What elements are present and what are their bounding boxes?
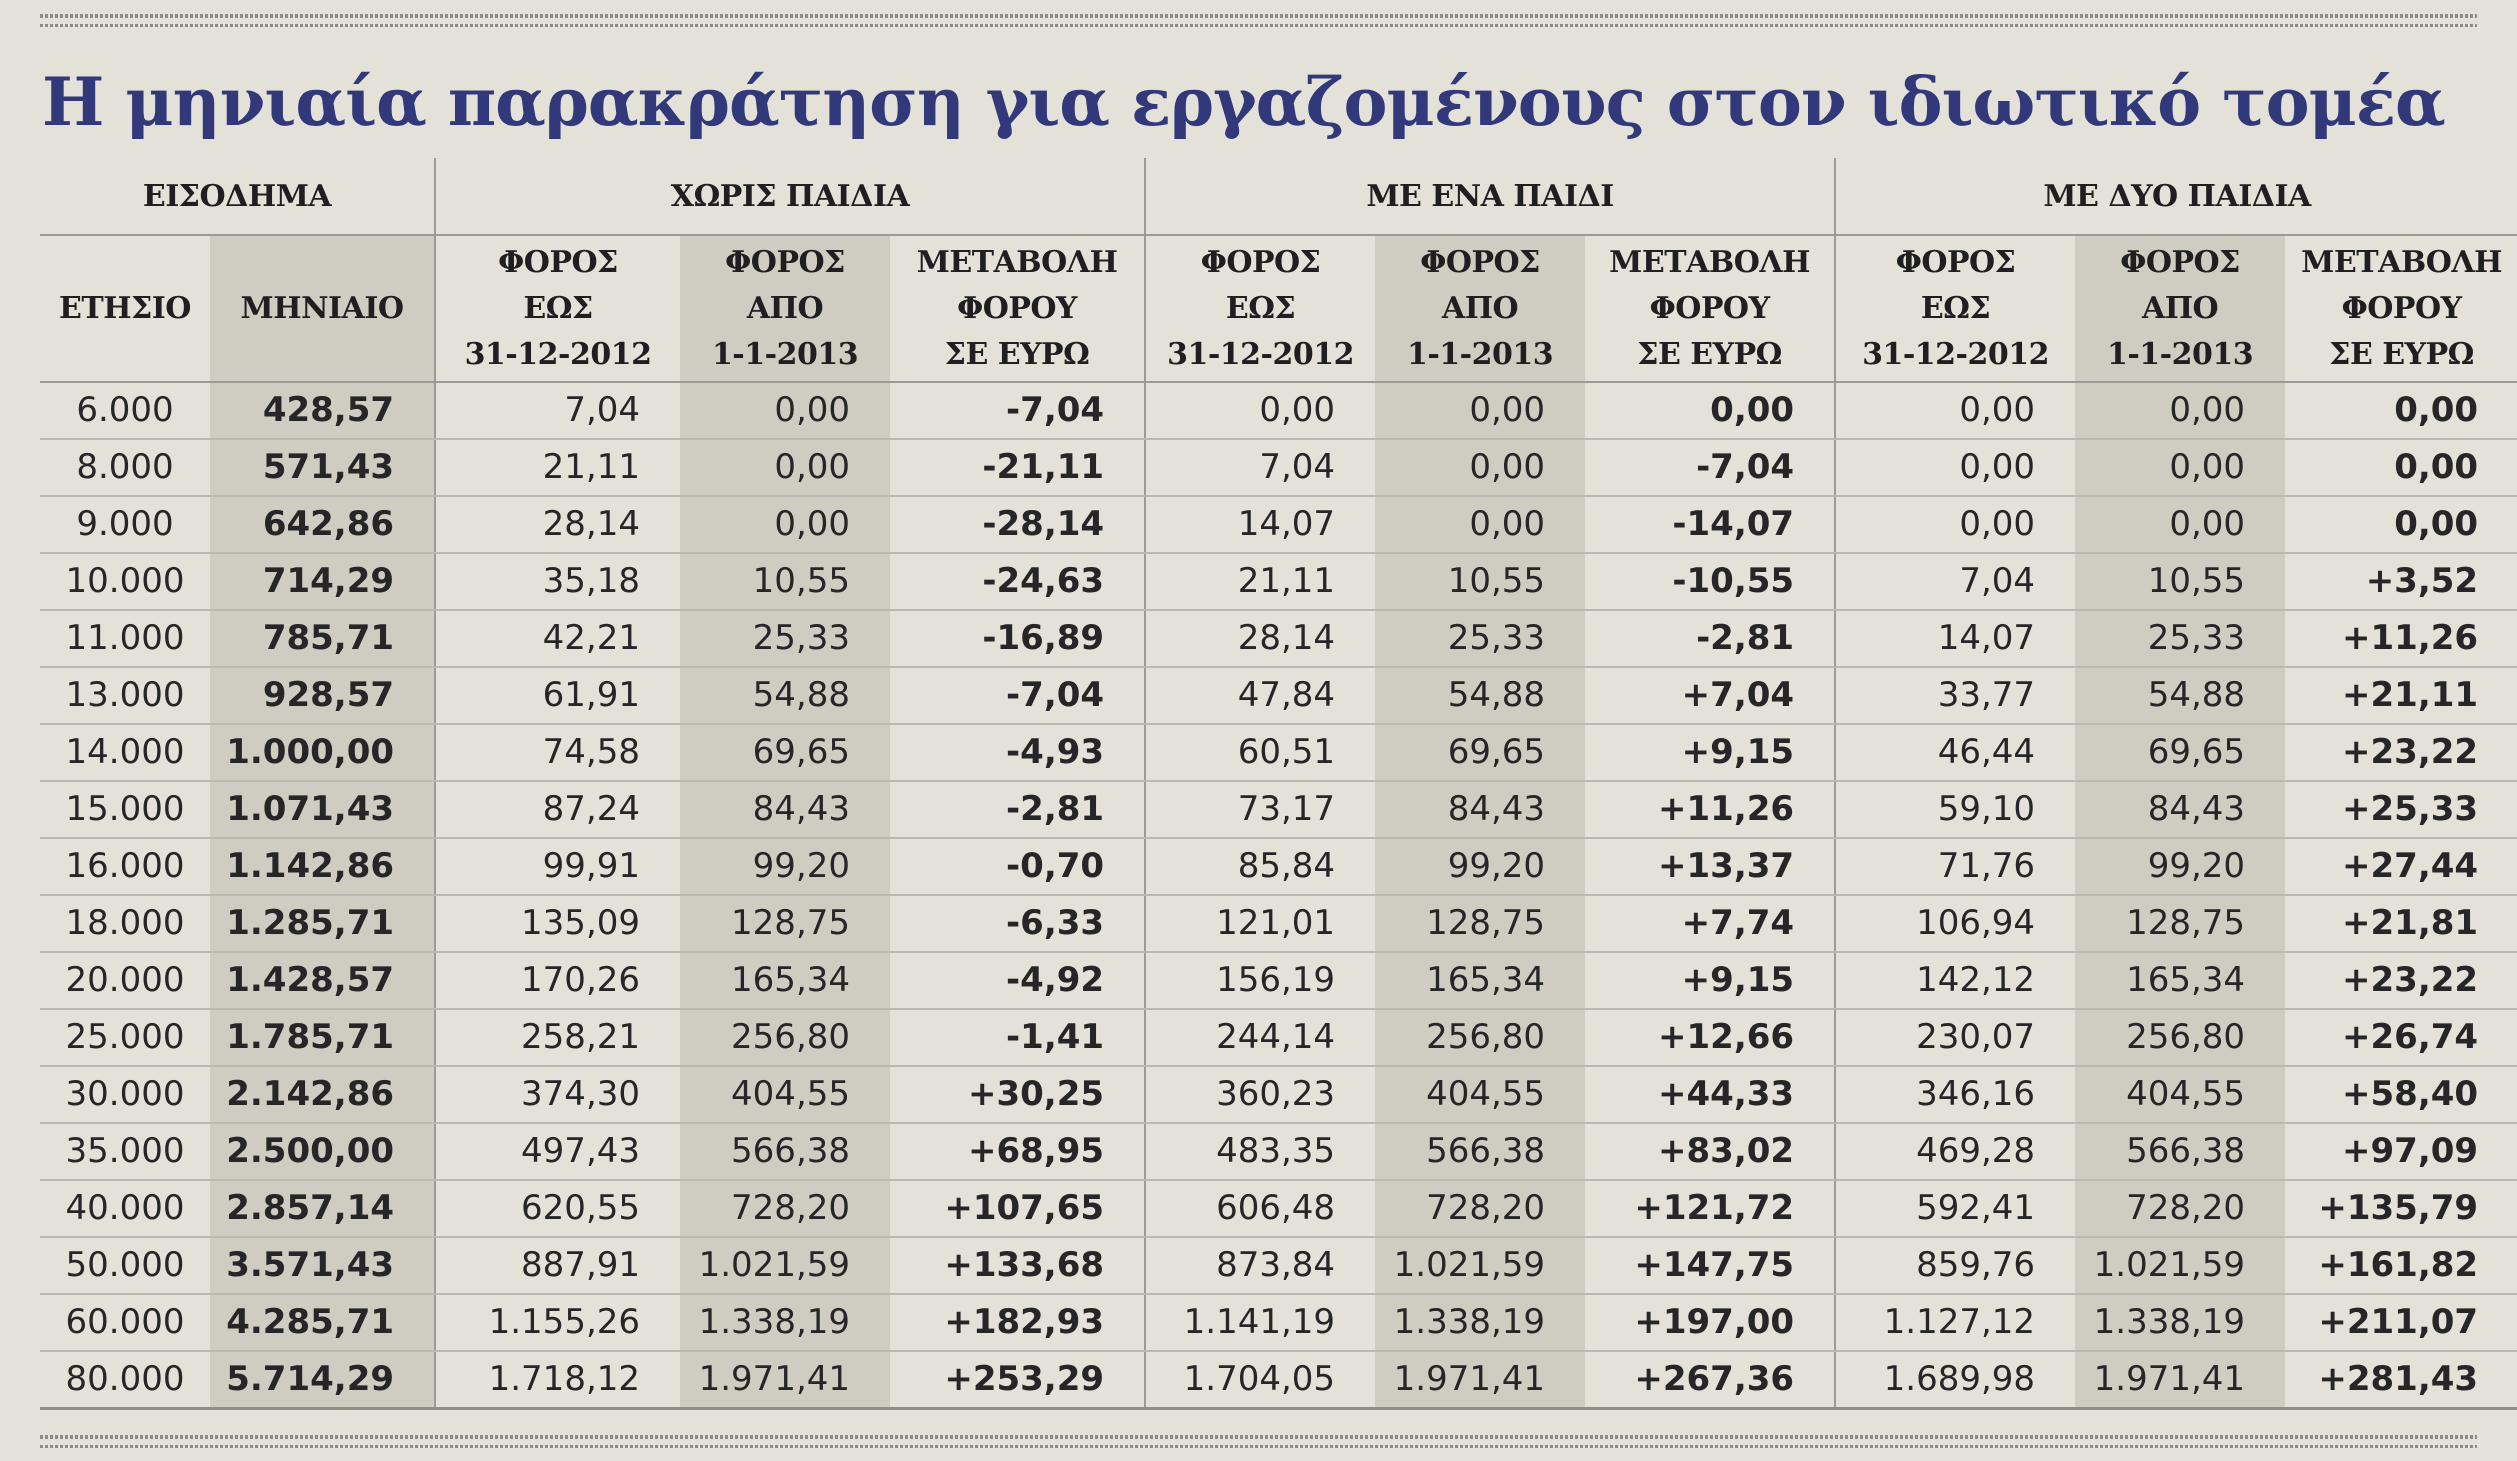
- table-row: [40, 1294, 2517, 1351]
- table-cell: 1.155,26: [435, 1294, 680, 1351]
- table-cell: +147,75: [1585, 1237, 1835, 1294]
- table-row: [40, 1009, 2517, 1066]
- table-cell: 60,51: [1145, 724, 1375, 781]
- column-header-line: ΑΠΟ: [1441, 290, 1519, 326]
- column-header-line: ΑΠΟ: [746, 290, 824, 326]
- table-cell: 10,55: [680, 553, 890, 610]
- table-cell: 1.127,12: [1835, 1294, 2075, 1351]
- table-cell: 7,04: [435, 382, 680, 439]
- group-header-two-children: ΜΕ ΔΥΟ ΠΑΙΔΙΑ: [1835, 158, 2517, 235]
- table-cell: +26,74: [2285, 1009, 2517, 1066]
- table-cell: 0,00: [1145, 382, 1375, 439]
- table-cell: +44,33: [1585, 1066, 1835, 1123]
- annual-income-cell: 40.000: [40, 1180, 210, 1237]
- table-cell: 84,43: [2075, 781, 2285, 838]
- table-cell: 497,43: [435, 1123, 680, 1180]
- table-cell: 483,35: [1145, 1123, 1375, 1180]
- table-cell: 0,00: [1835, 496, 2075, 553]
- table-cell: -7,04: [1585, 439, 1835, 496]
- table-cell: -28,14: [890, 496, 1145, 553]
- column-header: [210, 235, 435, 382]
- table-cell: 69,65: [2075, 724, 2285, 781]
- monthly-income-cell: 1.428,57: [210, 952, 435, 1009]
- table-cell: 374,30: [435, 1066, 680, 1123]
- table-row: [40, 1123, 2517, 1180]
- column-header-line: ΜΕΤΑΒΟΛΗ: [2301, 244, 2502, 280]
- table-cell: +13,37: [1585, 838, 1835, 895]
- monthly-income-cell: 642,86: [210, 496, 435, 553]
- table-cell: +83,02: [1585, 1123, 1835, 1180]
- table-row: [40, 439, 2517, 496]
- table-cell: 0,00: [1375, 382, 1585, 439]
- table-cell: +11,26: [2285, 610, 2517, 667]
- table-cell: -7,04: [890, 667, 1145, 724]
- column-header-line: ΦΟΡΟΣ: [1200, 244, 1321, 280]
- table-cell: 99,20: [2075, 838, 2285, 895]
- column-header: [40, 235, 210, 382]
- table-cell: 256,80: [1375, 1009, 1585, 1066]
- column-header-line: 1-1-2013: [1406, 336, 1554, 372]
- annual-income-cell: 18.000: [40, 895, 210, 952]
- column-header-line: ΜΕΤΑΒΟΛΗ: [1609, 244, 1810, 280]
- table-cell: -4,93: [890, 724, 1145, 781]
- page-title: Η μηνιαία παρακράτηση για εργαζομένους στον ιδιωτικό τομέα: [42, 63, 2445, 141]
- monthly-income-cell: 1.071,43: [210, 781, 435, 838]
- table-cell: 346,16: [1835, 1066, 2075, 1123]
- column-header-line: ΑΠΟ: [2141, 290, 2219, 326]
- column-header-line: 31-12-2012: [1862, 336, 2050, 372]
- table-cell: 1.971,41: [1375, 1351, 1585, 1409]
- table-cell: 566,38: [1375, 1123, 1585, 1180]
- table-cell: 0,00: [2285, 439, 2517, 496]
- annual-income-cell: 25.000: [40, 1009, 210, 1066]
- table-row: [40, 1237, 2517, 1294]
- annual-income-cell: 30.000: [40, 1066, 210, 1123]
- table-cell: +25,33: [2285, 781, 2517, 838]
- table-cell: 728,20: [2075, 1180, 2285, 1237]
- table-cell: 25,33: [1375, 610, 1585, 667]
- table-row: [40, 781, 2517, 838]
- table-cell: 1.338,19: [1375, 1294, 1585, 1351]
- table-cell: -4,92: [890, 952, 1145, 1009]
- column-header-line: 31-12-2012: [464, 336, 652, 372]
- monthly-income-cell: 1.785,71: [210, 1009, 435, 1066]
- table-cell: +11,26: [1585, 781, 1835, 838]
- table-cell: 873,84: [1145, 1237, 1375, 1294]
- table-cell: 47,84: [1145, 667, 1375, 724]
- column-header-line: ΕΩΣ: [523, 290, 593, 326]
- table-cell: 592,41: [1835, 1180, 2075, 1237]
- table-cell: 7,04: [1145, 439, 1375, 496]
- table-cell: 0,00: [1585, 382, 1835, 439]
- table-cell: +27,44: [2285, 838, 2517, 895]
- table-cell: -2,81: [1585, 610, 1835, 667]
- table-cell: 859,76: [1835, 1237, 2075, 1294]
- table-cell: 54,88: [2075, 667, 2285, 724]
- table-cell: +97,09: [2285, 1123, 2517, 1180]
- table-cell: +30,25: [890, 1066, 1145, 1123]
- table-cell: 121,01: [1145, 895, 1375, 952]
- table-cell: -0,70: [890, 838, 1145, 895]
- table-cell: 73,17: [1145, 781, 1375, 838]
- group-header-no-children: ΧΩΡΙΣ ΠΑΙΔΙΑ: [435, 158, 1145, 235]
- table-cell: 14,07: [1835, 610, 2075, 667]
- table-cell: 1.338,19: [680, 1294, 890, 1351]
- column-header-line: ΦΟΡΟΣ: [2120, 244, 2240, 280]
- column-header-line: ΣΕ ΕΥΡΩ: [944, 336, 1090, 372]
- column-header-line: ΦΟΡΟΣ: [498, 244, 618, 280]
- table-cell: 256,80: [680, 1009, 890, 1066]
- table-cell: 0,00: [1375, 496, 1585, 553]
- column-header: [1375, 235, 1585, 382]
- table-cell: 404,55: [680, 1066, 890, 1123]
- table-cell: +211,07: [2285, 1294, 2517, 1351]
- table-cell: +107,65: [890, 1180, 1145, 1237]
- monthly-income-cell: 3.571,43: [210, 1237, 435, 1294]
- column-header-line: ΕΩΣ: [1920, 290, 1991, 326]
- monthly-income-cell: 785,71: [210, 610, 435, 667]
- table-row: [40, 1351, 2517, 1409]
- table-row: [40, 952, 2517, 1009]
- table-cell: 0,00: [2075, 382, 2285, 439]
- table-cell: -24,63: [890, 553, 1145, 610]
- column-header: [1835, 235, 2075, 382]
- table-cell: 25,33: [680, 610, 890, 667]
- annual-income-cell: 60.000: [40, 1294, 210, 1351]
- column-header: [1145, 235, 1375, 382]
- annual-income-cell: 6.000: [40, 382, 210, 439]
- table-cell: 0,00: [1375, 439, 1585, 496]
- table-cell: 404,55: [1375, 1066, 1585, 1123]
- annual-income-cell: 14.000: [40, 724, 210, 781]
- table-cell: +21,81: [2285, 895, 2517, 952]
- bottom-rule-thin: [40, 1445, 2477, 1448]
- table-cell: 165,34: [2075, 952, 2285, 1009]
- table-cell: 1.141,19: [1145, 1294, 1375, 1351]
- table-cell: 728,20: [680, 1180, 890, 1237]
- column-header-line: ΕΩΣ: [1225, 290, 1296, 326]
- column-header-line: ΦΟΡΟΥ: [1649, 290, 1770, 326]
- table-cell: 469,28: [1835, 1123, 2075, 1180]
- table-cell: 0,00: [2075, 439, 2285, 496]
- table-cell: 14,07: [1145, 496, 1375, 553]
- table-cell: 85,84: [1145, 838, 1375, 895]
- column-header-line: ΦΟΡΟΣ: [725, 244, 845, 280]
- annual-income-cell: 10.000: [40, 553, 210, 610]
- table-cell: 69,65: [1375, 724, 1585, 781]
- table-cell: +281,43: [2285, 1351, 2517, 1409]
- column-header-line: 31-12-2012: [1167, 336, 1354, 372]
- monthly-income-cell: 5.714,29: [210, 1351, 435, 1409]
- top-rule: [40, 14, 2477, 18]
- table-cell: -1,41: [890, 1009, 1145, 1066]
- column-header-line: ΣΕ ΕΥΡΩ: [2329, 336, 2474, 372]
- table-cell: 0,00: [1835, 382, 2075, 439]
- column-header-line: ΦΟΡΟΥ: [957, 290, 1077, 326]
- table-row: [40, 496, 2517, 553]
- table-cell: 1.021,59: [2075, 1237, 2285, 1294]
- table-cell: 99,20: [680, 838, 890, 895]
- monthly-income-cell: 2.142,86: [210, 1066, 435, 1123]
- table-cell: +12,66: [1585, 1009, 1835, 1066]
- table-row: [40, 553, 2517, 610]
- table-cell: +9,15: [1585, 724, 1835, 781]
- table-cell: 258,21: [435, 1009, 680, 1066]
- table-cell: 99,91: [435, 838, 680, 895]
- monthly-income-cell: 4.285,71: [210, 1294, 435, 1351]
- table-cell: 728,20: [1375, 1180, 1585, 1237]
- monthly-income-cell: 571,43: [210, 439, 435, 496]
- table-cell: 21,11: [1145, 553, 1375, 610]
- table-cell: 0,00: [1835, 439, 2075, 496]
- table-cell: 28,14: [435, 496, 680, 553]
- table-cell: 165,34: [680, 952, 890, 1009]
- table-cell: +161,82: [2285, 1237, 2517, 1294]
- table-cell: 69,65: [680, 724, 890, 781]
- column-header-line: ΕΤΗΣΙΟ: [59, 290, 191, 326]
- table-cell: -14,07: [1585, 496, 1835, 553]
- table-cell: 84,43: [1375, 781, 1585, 838]
- bottom-rule: [40, 1435, 2477, 1439]
- table-cell: -21,11: [890, 439, 1145, 496]
- table-cell: 165,34: [1375, 952, 1585, 1009]
- column-header: [435, 235, 680, 382]
- annual-income-cell: 8.000: [40, 439, 210, 496]
- monthly-income-cell: 2.500,00: [210, 1123, 435, 1180]
- table-cell: +68,95: [890, 1123, 1145, 1180]
- table-cell: -10,55: [1585, 553, 1835, 610]
- column-header-line: ΦΟΡΟΣ: [1895, 244, 2016, 280]
- table-cell: 21,11: [435, 439, 680, 496]
- table-cell: +197,00: [1585, 1294, 1835, 1351]
- table-cell: 256,80: [2075, 1009, 2285, 1066]
- column-header-line: ΜΕΤΑΒΟΛΗ: [916, 244, 1118, 280]
- table-cell: 1.971,41: [680, 1351, 890, 1409]
- table-cell: 404,55: [2075, 1066, 2285, 1123]
- table-cell: 170,26: [435, 952, 680, 1009]
- table-cell: 7,04: [1835, 553, 2075, 610]
- table-cell: 142,12: [1835, 952, 2075, 1009]
- column-header-line: 1-1-2013: [2106, 336, 2254, 372]
- monthly-income-cell: 428,57: [210, 382, 435, 439]
- column-header: [1585, 235, 1835, 382]
- table-cell: 0,00: [680, 382, 890, 439]
- table-cell: 46,44: [1835, 724, 2075, 781]
- table-cell: 1.021,59: [680, 1237, 890, 1294]
- table-cell: 0,00: [2075, 496, 2285, 553]
- annual-income-cell: 16.000: [40, 838, 210, 895]
- table-row: [40, 838, 2517, 895]
- table-cell: 128,75: [2075, 895, 2285, 952]
- tax-table: [40, 158, 2517, 1410]
- group-header-one-child: ΜΕ ΕΝΑ ΠΑΙΔΙ: [1145, 158, 1835, 235]
- monthly-income-cell: 1.000,00: [210, 724, 435, 781]
- table-cell: 1.718,12: [435, 1351, 680, 1409]
- table-cell: 54,88: [1375, 667, 1585, 724]
- table-cell: 1.021,59: [1375, 1237, 1585, 1294]
- table-cell: +7,74: [1585, 895, 1835, 952]
- table-cell: 61,91: [435, 667, 680, 724]
- column-header: [680, 235, 890, 382]
- top-rule-thin: [40, 24, 2477, 27]
- monthly-income-cell: 1.142,86: [210, 838, 435, 895]
- table-row: [40, 1066, 2517, 1123]
- table-cell: 28,14: [1145, 610, 1375, 667]
- annual-income-cell: 11.000: [40, 610, 210, 667]
- column-header: [890, 235, 1145, 382]
- column-header-line: 1-1-2013: [711, 336, 859, 372]
- monthly-income-cell: 1.285,71: [210, 895, 435, 952]
- table-cell: 35,18: [435, 553, 680, 610]
- table-cell: +9,15: [1585, 952, 1835, 1009]
- monthly-income-cell: 714,29: [210, 553, 435, 610]
- table-cell: 25,33: [2075, 610, 2285, 667]
- table-cell: 1.704,05: [1145, 1351, 1375, 1409]
- annual-income-cell: 13.000: [40, 667, 210, 724]
- table-row: [40, 382, 2517, 439]
- column-header-line: ΣΕ ΕΥΡΩ: [1637, 336, 1782, 372]
- table-cell: +267,36: [1585, 1351, 1835, 1409]
- table-cell: 0,00: [680, 496, 890, 553]
- table-cell: 84,43: [680, 781, 890, 838]
- table-cell: 360,23: [1145, 1066, 1375, 1123]
- table-cell: 54,88: [680, 667, 890, 724]
- table-cell: 1.338,19: [2075, 1294, 2285, 1351]
- monthly-income-cell: 928,57: [210, 667, 435, 724]
- table-row: [40, 610, 2517, 667]
- table-cell: 244,14: [1145, 1009, 1375, 1066]
- table-cell: 106,94: [1835, 895, 2075, 952]
- table-cell: 620,55: [435, 1180, 680, 1237]
- table-cell: 0,00: [680, 439, 890, 496]
- annual-income-cell: 9.000: [40, 496, 210, 553]
- annual-income-cell: 35.000: [40, 1123, 210, 1180]
- table-row: [40, 724, 2517, 781]
- table-cell: +133,68: [890, 1237, 1145, 1294]
- table-cell: +7,04: [1585, 667, 1835, 724]
- group-header-income: ΕΙΣΟΔΗΜΑ: [40, 158, 435, 235]
- table-cell: 128,75: [680, 895, 890, 952]
- table-cell: +58,40: [2285, 1066, 2517, 1123]
- table-cell: 566,38: [2075, 1123, 2285, 1180]
- table-cell: 566,38: [680, 1123, 890, 1180]
- table-cell: 74,58: [435, 724, 680, 781]
- table-cell: +135,79: [2285, 1180, 2517, 1237]
- column-header: [2285, 235, 2517, 382]
- table-cell: 33,77: [1835, 667, 2075, 724]
- table-cell: +3,52: [2285, 553, 2517, 610]
- table-cell: 128,75: [1375, 895, 1585, 952]
- table-cell: 0,00: [2285, 496, 2517, 553]
- table-cell: 42,21: [435, 610, 680, 667]
- annual-income-cell: 15.000: [40, 781, 210, 838]
- table-cell: 10,55: [2075, 553, 2285, 610]
- table-cell: 99,20: [1375, 838, 1585, 895]
- table-cell: 1.689,98: [1835, 1351, 2075, 1409]
- table-cell: +21,11: [2285, 667, 2517, 724]
- column-header: [2075, 235, 2285, 382]
- table-row: [40, 667, 2517, 724]
- table-cell: -7,04: [890, 382, 1145, 439]
- table-cell: +253,29: [890, 1351, 1145, 1409]
- table-cell: 156,19: [1145, 952, 1375, 1009]
- column-header-line: ΦΟΡΟΥ: [2341, 290, 2462, 326]
- table-row: [40, 895, 2517, 952]
- annual-income-cell: 20.000: [40, 952, 210, 1009]
- annual-income-cell: 50.000: [40, 1237, 210, 1294]
- table-cell: 1.971,41: [2075, 1351, 2285, 1409]
- table-cell: -16,89: [890, 610, 1145, 667]
- table-cell: +23,22: [2285, 952, 2517, 1009]
- table-cell: +121,72: [1585, 1180, 1835, 1237]
- monthly-income-cell: 2.857,14: [210, 1180, 435, 1237]
- annual-income-cell: 80.000: [40, 1351, 210, 1409]
- table-cell: -2,81: [890, 781, 1145, 838]
- table-cell: 887,91: [435, 1237, 680, 1294]
- table-cell: +182,93: [890, 1294, 1145, 1351]
- column-header-line: ΦΟΡΟΣ: [1420, 244, 1540, 280]
- column-header-line: ΜΗΝΙΑΙΟ: [240, 290, 404, 326]
- table-cell: 59,10: [1835, 781, 2075, 838]
- table-row: [40, 1180, 2517, 1237]
- table-cell: 87,24: [435, 781, 680, 838]
- table-cell: 71,76: [1835, 838, 2075, 895]
- table-cell: 135,09: [435, 895, 680, 952]
- table-cell: 10,55: [1375, 553, 1585, 610]
- table-cell: 230,07: [1835, 1009, 2075, 1066]
- table-cell: 606,48: [1145, 1180, 1375, 1237]
- table-cell: -6,33: [890, 895, 1145, 952]
- table-cell: +23,22: [2285, 724, 2517, 781]
- table-cell: 0,00: [2285, 382, 2517, 439]
